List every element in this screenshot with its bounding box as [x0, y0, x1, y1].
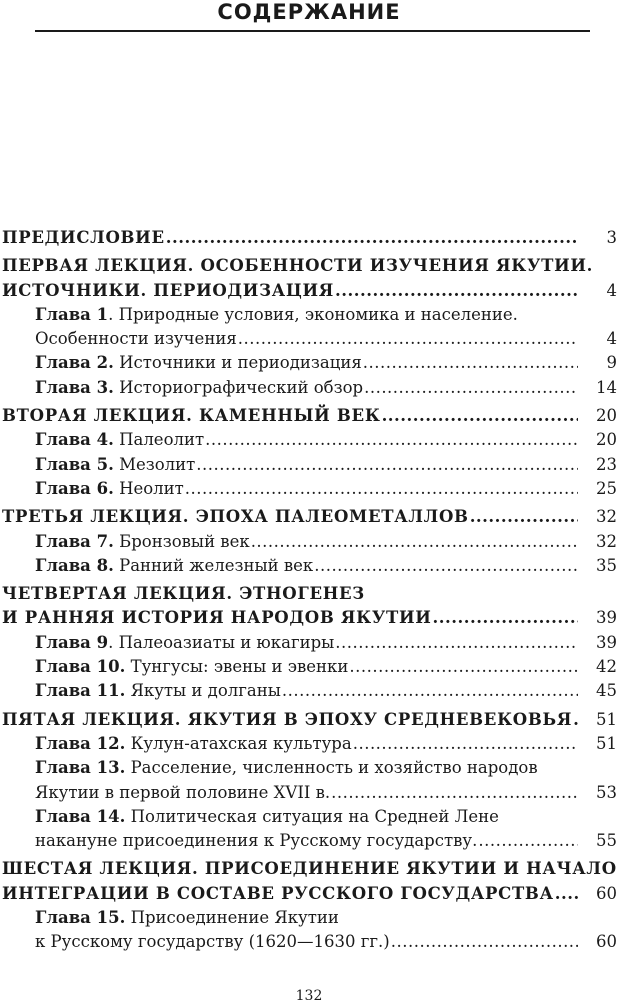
chapter-label: Глава 11.	[35, 681, 126, 701]
page-number-footer: 132	[295, 988, 323, 1004]
toc-entry-chapter-6[interactable]	[0, 477, 618, 501]
toc-entry-chapter-2[interactable]	[0, 351, 618, 375]
toc-entry-chapter-15-cont[interactable]	[0, 930, 618, 954]
toc-entry-lecture-4-cont[interactable]	[0, 606, 618, 630]
toc-entry-chapter-5[interactable]	[0, 453, 618, 477]
dot-leader	[196, 453, 578, 477]
toc-entry-lecture-6[interactable]	[0, 857, 618, 881]
page-number: 4	[606, 280, 617, 300]
page-number: 60	[596, 932, 617, 952]
chapter-label: Глава 12.	[35, 733, 126, 753]
dot-leader	[555, 882, 578, 906]
page-number: 51	[596, 709, 617, 729]
toc-entry-preface[interactable]	[0, 226, 618, 250]
toc-entry-chapter-7[interactable]	[0, 530, 618, 554]
chapter-label: Глава 10.	[35, 657, 126, 677]
chapter-label: Глава 15.	[35, 908, 126, 928]
toc-entry-lecture-1-cont[interactable]	[0, 279, 618, 303]
chapter-label: Глава 13.	[35, 758, 126, 778]
entry-title: Тунгусы: эвены и эвенки	[130, 657, 349, 677]
entry-title: Бронзовый век	[119, 531, 250, 551]
dot-leader	[185, 477, 578, 501]
page-number: 32	[596, 507, 617, 527]
chapter-sep: .	[108, 632, 119, 652]
toc-entry-chapter-3[interactable]	[0, 376, 618, 400]
chapter-sep: .	[108, 304, 119, 324]
page-number: 4	[606, 329, 617, 349]
entry-title: Природные условия, экономика и население.	[118, 304, 518, 324]
toc-entry-lecture-5[interactable]	[0, 708, 618, 732]
dot-leader	[391, 930, 578, 954]
entry-title: Мезолит	[119, 454, 196, 474]
dot-leader	[205, 428, 578, 452]
entry-title: ИСТОЧНИКИ. ПЕРИОДИЗАЦИЯ	[2, 280, 335, 300]
entry-title: ШЕСТАЯ ЛЕКЦИЯ. ПРИСОЕДИНЕНИЕ ЯКУТИИ И НАЧАЛО	[2, 859, 617, 879]
page-number: 3	[606, 228, 617, 247]
chapter-label: Глава 9	[35, 632, 109, 652]
dot-leader	[282, 679, 578, 703]
entry-title: Кулун-атахская культура	[130, 733, 352, 753]
entry-title: Особенности изучения	[35, 329, 237, 349]
page-number: 9	[606, 353, 617, 373]
toc-entry-chapter-1-cont[interactable]	[0, 327, 618, 351]
chapter-label: Глава 14.	[35, 806, 126, 826]
page-number: 53	[596, 782, 617, 802]
dot-leader	[331, 781, 578, 805]
page-number: 35	[596, 555, 617, 575]
dot-leader	[349, 655, 578, 679]
toc-entry-chapter-13-cont[interactable]	[0, 781, 618, 805]
toc-entry-chapter-11[interactable]	[0, 679, 618, 703]
entry-title: И РАННЯЯ ИСТОРИЯ НАРОДОВ ЯКУТИИ	[2, 608, 432, 628]
entry-title: Расселение, численность и хозяйство народов	[130, 758, 538, 778]
entry-title: Присоединение Якутии	[130, 908, 339, 928]
entry-title: ИНТЕГРАЦИИ В СОСТАВЕ РУССКОГО ГОСУДАРСТВА	[2, 883, 554, 903]
chapter-label: Глава 2.	[35, 353, 114, 373]
toc-entry-chapter-1[interactable]	[0, 303, 618, 327]
page-number: 60	[596, 883, 617, 903]
page-number: 51	[596, 733, 617, 753]
entry-title: ПРЕДИСЛОВИЕ	[2, 228, 165, 247]
entry-title: Палеоазиаты и юкагиры	[118, 632, 335, 652]
toc-entry-lecture-6-cont[interactable]	[0, 882, 618, 906]
toc-entry-chapter-8[interactable]	[0, 554, 618, 578]
dot-leader	[335, 279, 578, 303]
toc-entry-lecture-1[interactable]	[0, 254, 618, 278]
chapter-label: Глава 3.	[35, 377, 114, 397]
dot-leader	[478, 829, 578, 853]
toc-entry-lecture-3[interactable]	[0, 505, 618, 529]
entry-title: Якутии в первой половине XVII в.	[35, 782, 331, 802]
toc-entry-chapter-9[interactable]	[0, 631, 618, 655]
table-of-contents	[0, 226, 618, 955]
entry-title: Неолит	[119, 478, 184, 498]
toc-entry-chapter-4[interactable]	[0, 428, 618, 452]
entry-title: Палеолит	[119, 430, 205, 450]
toc-entry-chapter-12[interactable]	[0, 732, 618, 756]
dot-leader	[251, 530, 578, 554]
entry-title: Ранний железный век	[119, 555, 314, 575]
page-number: 23	[596, 454, 617, 474]
page-title: СОДЕРЖАНИЕ	[217, 0, 401, 24]
toc-entry-chapter-13[interactable]	[0, 756, 618, 780]
toc-entry-chapter-14[interactable]	[0, 805, 618, 829]
dot-leader	[433, 606, 578, 630]
page-number: 55	[596, 831, 617, 851]
dot-leader	[314, 554, 578, 578]
page-number: 39	[596, 608, 617, 628]
chapter-label: Глава 1	[35, 304, 109, 324]
dot-leader	[363, 351, 578, 375]
page-number: 32	[596, 531, 617, 551]
entry-title: Историографический обзор	[119, 377, 364, 397]
chapter-label: Глава 6.	[35, 478, 114, 498]
entry-title: ВТОРАЯ ЛЕКЦИЯ. КАМЕННЫЙ ВЕК	[2, 406, 381, 426]
dot-leader	[364, 376, 578, 400]
chapter-label: Глава 8.	[35, 555, 114, 575]
toc-entry-chapter-14-cont[interactable]	[0, 829, 618, 853]
dot-leader	[382, 404, 578, 428]
dot-leader	[573, 708, 578, 732]
entry-title: ПЯТАЯ ЛЕКЦИЯ. ЯКУТИЯ В ЭПОХУ СРЕДНЕВЕКОВЬЯ	[2, 709, 573, 729]
chapter-label: Глава 5.	[35, 454, 114, 474]
toc-entry-chapter-10[interactable]	[0, 655, 618, 679]
dot-leader	[353, 732, 578, 756]
page-number: 39	[596, 632, 617, 652]
entry-title: ТРЕТЬЯ ЛЕКЦИЯ. ЭПОХА ПАЛЕОМЕТАЛЛОВ	[2, 507, 469, 527]
entry-title: Якуты и долганы	[130, 681, 281, 701]
page-number: 20	[596, 430, 617, 450]
entry-title: накануне присоединения к Русскому государству.	[35, 831, 478, 851]
chapter-label: Глава 7.	[35, 531, 114, 551]
page-number: 20	[596, 406, 617, 426]
toc-entry-lecture-4[interactable]	[0, 582, 618, 606]
entry-title: ПЕРВАЯ ЛЕКЦИЯ. ОСОБЕННОСТИ ИЗУЧЕНИЯ ЯКУТИИ.	[2, 256, 594, 276]
page-number: 14	[596, 377, 617, 397]
title-rule	[35, 30, 590, 32]
page-number: 45	[596, 681, 617, 701]
page-number: 42	[596, 657, 617, 677]
dot-leader	[166, 226, 578, 250]
chapter-label: Глава 4.	[35, 430, 114, 450]
entry-title: ЧЕТВЕРТАЯ ЛЕКЦИЯ. ЭТНОГЕНЕЗ	[2, 584, 365, 604]
dot-leader	[470, 505, 578, 529]
dot-leader	[335, 631, 578, 655]
entry-title: к Русскому государству (1620—1630 гг.)	[35, 932, 390, 952]
page-number: 25	[596, 478, 617, 498]
entry-title: Политическая ситуация на Средней Лене	[130, 806, 499, 826]
toc-entry-chapter-15[interactable]	[0, 906, 618, 930]
toc-entry-lecture-2[interactable]	[0, 404, 618, 428]
entry-title: Источники и периодизация	[119, 353, 362, 373]
dot-leader	[238, 327, 578, 351]
